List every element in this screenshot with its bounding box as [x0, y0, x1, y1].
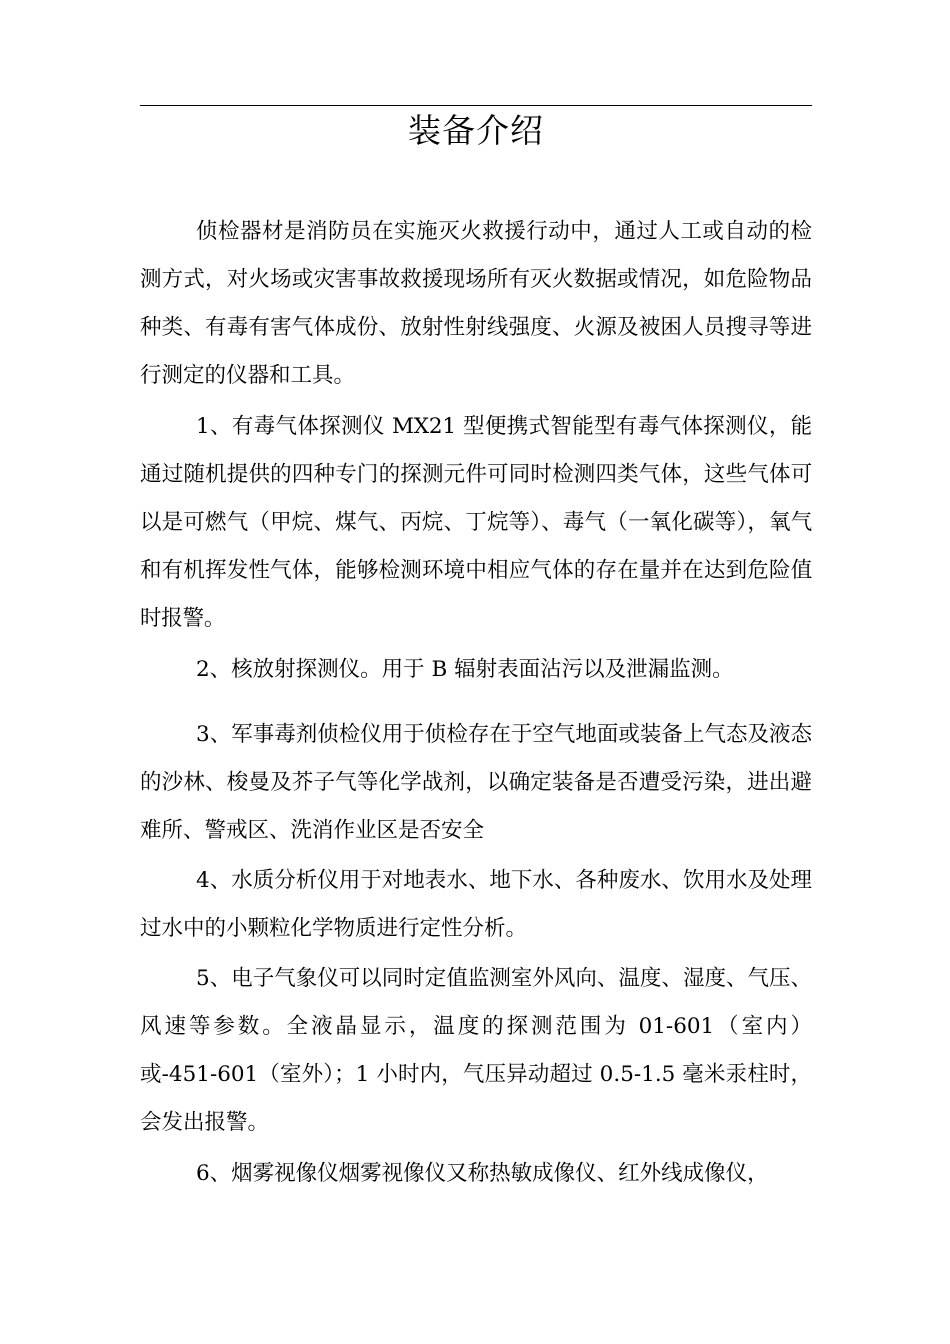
item-6-paragraph: 6、烟雾视像仪烟雾视像仪又称热敏成像仪、红外线成像仪， [196, 1161, 769, 1186]
page-title: 装备介绍 [408, 111, 544, 150]
item-3-paragraph: 3、军事毒剂侦检仪用于侦检存在于空气地面或装备上气态及液态的沙林、梭曼及芥子气等化学战剂，以确定装备是否遭受污染，进出避难所、警戒区、洗消作业区是否安全 [140, 722, 812, 843]
item-4-paragraph: 4、水质分析仪用于对地表水、地下水、各种废水、饮用水及处理过水中的小颗粒化学物质进行定性分析。 [140, 868, 812, 941]
item-2-paragraph: 2、核放射探测仪。用于 B 辐射表面沾污以及泄漏监测。 [196, 657, 734, 682]
item-5-paragraph: 5、电子气象仪可以同时定值监测室外风向、温度、湿度、气压、风速等参数。全液晶显示，温度的探测范围为 01-601（室内）或-451-601（室外）；1 小时内，气压异动超过 0.5-1.5 毫米汞柱时，会发出报警。 [140, 966, 812, 1135]
item-1-paragraph: 1、有毒气体探测仪 MX21 型便携式智能型有毒气体探测仪，能通过随机提供的四种专门的探测元件可同时检测四类气体，这些气体可以是可燃气（甲烷、煤气、丙烷、丁烷等）、毒气（一氧化碳等），氧气和有机挥发性气体，能够检测环境中相应气体的存在量并在达到危险值时报警。 [140, 414, 812, 631]
header-rule [140, 105, 812, 106]
intro-paragraph: 侦检器材是消防员在实施灭火救援行动中，通过人工或自动的检测方式，对火场或灾害事故救援现场所有灭火数据或情况，如危险物品种类、有毒有害气体成份、放射性射线强度、火源及被困人员搜寻等进行测定的仪器和工具。 [140, 219, 812, 388]
